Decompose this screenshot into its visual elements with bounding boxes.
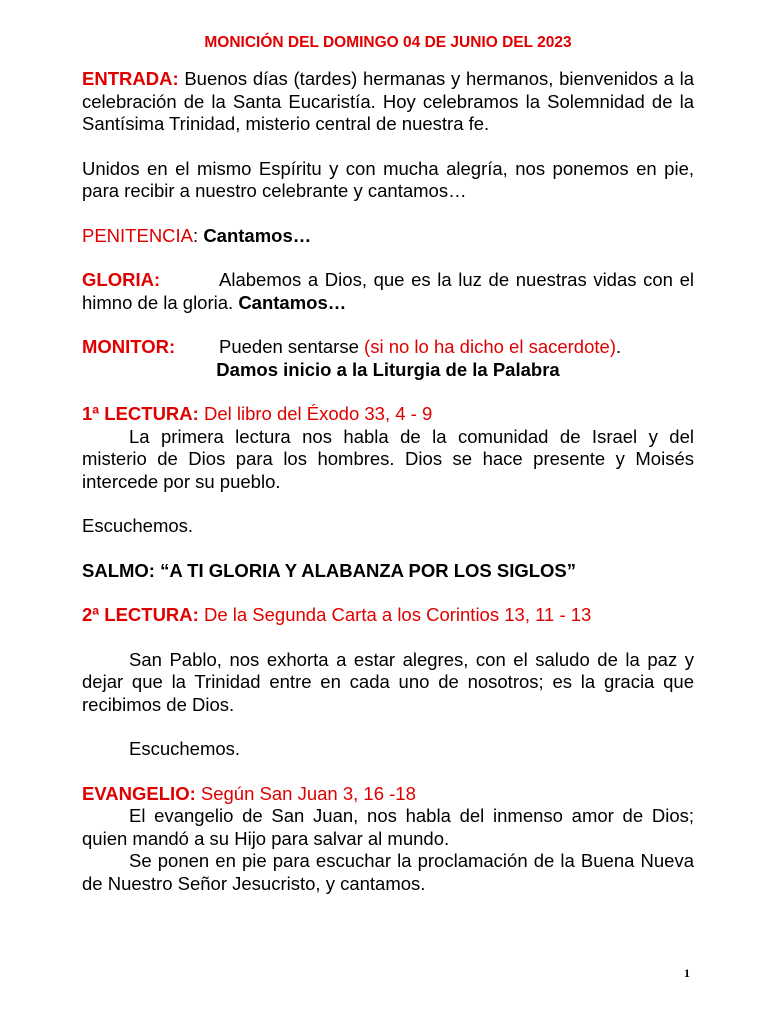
lectura1-label: 1ª LECTURA: bbox=[82, 403, 199, 424]
lectura1-ref: Del libro del Éxodo 33, 4 - 9 bbox=[198, 403, 433, 424]
gloria-paragraph bbox=[82, 269, 694, 314]
lectura2-heading bbox=[82, 604, 694, 627]
monitor-label: MONITOR: bbox=[82, 336, 176, 357]
document-page bbox=[82, 34, 694, 895]
lectura2-label: 2ª LECTURA: bbox=[82, 604, 199, 625]
penitencia-colon: : bbox=[193, 224, 204, 246]
entrada-label: ENTRADA: bbox=[82, 68, 179, 89]
page-title: MONICIÓN DEL DOMINGO 04 DE JUNIO DEL 2023 bbox=[204, 34, 572, 51]
evangelio-label: EVANGELIO: bbox=[82, 782, 196, 804]
evangelio-heading bbox=[82, 783, 694, 806]
gloria-bold: Cantamos… bbox=[238, 291, 347, 313]
monitor-end: . bbox=[615, 336, 622, 357]
entrada-text: Buenos días (tardes) hermanas y hermanos, bienvenidos a la celebración de la Santa Eucaristía. Hoy celebramos la Solemnidad de la Santísima Trinidad, misterio central de nuestra fe. bbox=[82, 68, 694, 134]
lectura2-listen: Escuchemos. bbox=[129, 738, 241, 759]
lectura2-ref: De la Segunda Carta a los Corintios 13, 11 - 13 bbox=[198, 604, 592, 625]
penitencia-text: Cantamos… bbox=[203, 224, 312, 246]
penitencia-label: PENITENCIA bbox=[82, 224, 194, 246]
entrada-paragraph bbox=[82, 68, 694, 136]
monitor-paragraph bbox=[82, 336, 694, 359]
penitencia-paragraph bbox=[82, 225, 694, 248]
monitor-text: Pueden sentarse bbox=[219, 336, 365, 357]
evangelio-text: El evangelio de San Juan, nos habla del inmenso amor de Dios; quien mandó a su Hijo para salvar al mundo. bbox=[82, 805, 694, 849]
monitor-red: (si no lo ha dicho el sacerdote) bbox=[364, 336, 616, 357]
gloria-text: Alabemos a Dios, que es la luz de nuestras vidas con el himno de la gloria. bbox=[82, 269, 694, 313]
lectura1-listen: Escuchemos. bbox=[82, 515, 194, 536]
lectura1-heading bbox=[82, 403, 694, 426]
entrada-paragraph-2: Unidos en el mismo Espíritu y con mucha alegría, nos ponemos en pie, para recibir a nuestro celebrante y cantamos… bbox=[82, 157, 694, 201]
gloria-label: GLORIA: bbox=[82, 269, 161, 290]
liturgia-subtitle: Damos inicio a la Liturgia de la Palabra bbox=[216, 358, 560, 380]
lectura2-text: San Pablo, nos exhorta a estar alegres, con el saludo de la paz y dejar que la Trinidad entre en cada uno de nosotros; es la gracia que recibimos de Dios. bbox=[82, 648, 694, 715]
page-number: 1 bbox=[684, 966, 690, 980]
evangelio-ref: Según San Juan 3, 16 -18 bbox=[195, 782, 416, 804]
evangelio-text-2: Se ponen en pie para escuchar la proclamación de la Buena Nueva de Nuestro Señor Jesucristo, y cantamos. bbox=[82, 850, 694, 894]
lectura1-text: La primera lectura nos habla de la comunidad de Israel y del misterio de Dios para los hombres. Dios se hace presente y Moisés intercede por su pueblo. bbox=[82, 425, 694, 492]
salmo-heading: SALMO: “A TI GLORIA Y ALABANZA POR LOS SIGLOS” bbox=[82, 559, 577, 581]
